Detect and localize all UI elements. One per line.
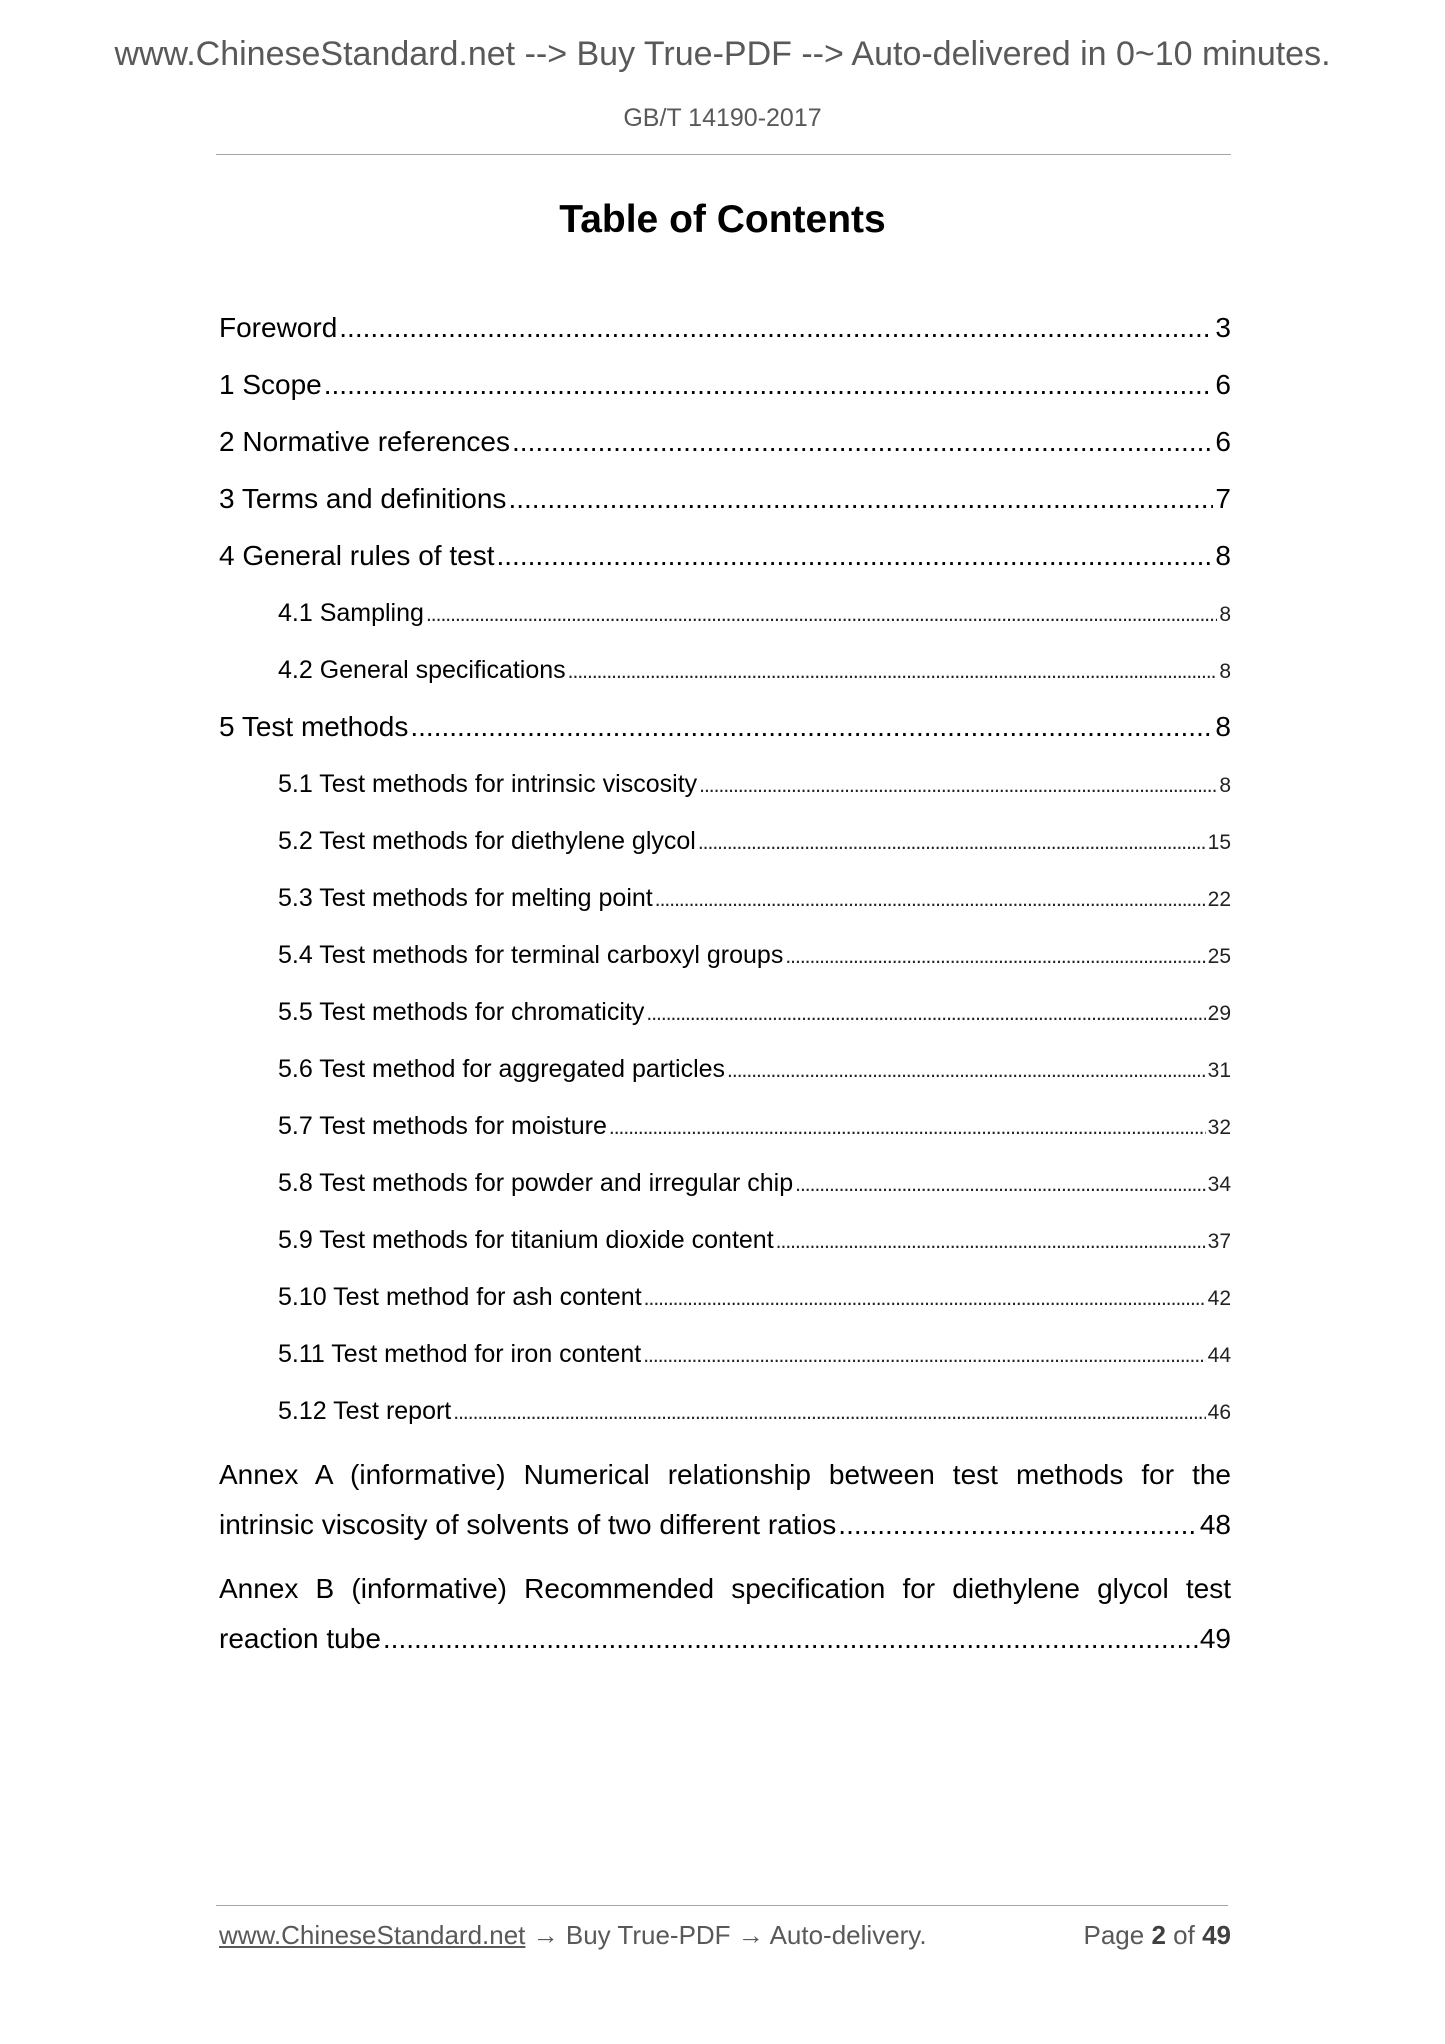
page-footer: [219, 1920, 1231, 1951]
toc-label: reaction tube: [219, 1623, 381, 1654]
toc-entry-4-1[interactable]: [219, 591, 1231, 648]
toc-label: 1 Scope: [219, 369, 322, 400]
table-of-contents: [219, 306, 1231, 1674]
toc-page-number: 32: [1207, 1116, 1231, 1139]
toc-page-number: 34: [1207, 1173, 1231, 1196]
toc-page-number: 46: [1207, 1401, 1231, 1424]
toc-label: Foreword: [219, 312, 338, 343]
footer-page-current: 2: [1151, 1920, 1166, 1950]
toc-page-number: 48: [1199, 1509, 1231, 1540]
toc-label: 5.6 Test method for aggregated particles: [278, 1055, 726, 1083]
toc-label: 5 Test methods: [219, 711, 409, 742]
toc-entry-annex-a[interactable]: [219, 1446, 1231, 1560]
toc-label: 4.1 Sampling: [278, 599, 424, 627]
footer-page-total: 49: [1202, 1920, 1231, 1950]
toc-annex-line: Annex B (informative) Recommended specification for diethylene glycol test: [219, 1573, 1231, 1604]
toc-page-number: 44: [1207, 1344, 1231, 1367]
toc-entry-5-2[interactable]: [219, 819, 1231, 876]
footer-left: [219, 1920, 927, 1951]
toc-page-number: 8: [1219, 774, 1231, 797]
document-code: GB/T 14190-2017: [623, 104, 822, 132]
toc-entry-5-7[interactable]: [219, 1104, 1231, 1161]
toc-entry-5-3[interactable]: [219, 876, 1231, 933]
toc-label: 4.2 General specifications: [278, 656, 566, 684]
toc-leader: [643, 1334, 1205, 1378]
page-title: Table of Contents: [559, 198, 886, 241]
toc-leader: [776, 1220, 1206, 1264]
toc-leader: [383, 1617, 1198, 1661]
toc-entry-5-12[interactable]: [219, 1389, 1231, 1446]
toc-page-number: 6: [1215, 426, 1231, 457]
toc-leader: [410, 705, 1213, 749]
toc-entry-scope[interactable]: [219, 363, 1231, 420]
toc-leader: [496, 534, 1213, 578]
toc-leader: [426, 593, 1217, 637]
toc-leader: [785, 935, 1205, 979]
toc-label: 5.3 Test methods for melting point: [278, 884, 653, 912]
footer-tagline: → Buy True-PDF → Auto-delivery.: [525, 1920, 927, 1950]
toc-page-number: 8: [1215, 540, 1231, 571]
toc-label: 4 General rules of test: [219, 540, 495, 571]
toc-leader: [699, 764, 1217, 808]
toc-entry-5-5[interactable]: [219, 990, 1231, 1047]
toc-entry-5-11[interactable]: [219, 1332, 1231, 1389]
toc-entry-foreword[interactable]: [219, 306, 1231, 363]
toc-page-number: 8: [1219, 603, 1231, 626]
toc-entry-5-1[interactable]: [219, 762, 1231, 819]
toc-leader: [453, 1391, 1205, 1435]
toc-entry-general-rules[interactable]: [219, 534, 1231, 591]
toc-page-number: 15: [1207, 831, 1231, 854]
toc-leader: [339, 306, 1213, 350]
toc-entry-5-8[interactable]: [219, 1161, 1231, 1218]
toc-label: 5.4 Test methods for terminal carboxyl groups: [278, 941, 784, 969]
toc-leader: [838, 1503, 1198, 1547]
toc-label: 5.2 Test methods for diethylene glycol: [278, 827, 696, 855]
toc-label: 5.10 Test method for ash content: [278, 1283, 642, 1311]
toc-entry-5-9[interactable]: [219, 1218, 1231, 1275]
toc-entry-5-4[interactable]: [219, 933, 1231, 990]
toc-annex-continuation: [219, 1617, 1231, 1674]
toc-label: 5.11 Test method for iron content: [278, 1340, 642, 1368]
toc-page-number: 49: [1199, 1623, 1231, 1654]
toc-leader: [568, 650, 1218, 694]
toc-leader: [655, 878, 1206, 922]
toc-leader: [727, 1049, 1206, 1093]
toc-page-number: 29: [1207, 1002, 1231, 1025]
toc-label: 5.7 Test methods for moisture: [278, 1112, 607, 1140]
toc-entry-test-methods[interactable]: [219, 705, 1231, 762]
toc-leader: [795, 1163, 1206, 1207]
toc-entry-terms-definitions[interactable]: [219, 477, 1231, 534]
footer-site-link[interactable]: www.ChineseStandard.net: [219, 1920, 526, 1950]
toc-label: intrinsic viscosity of solvents of two different ratios: [219, 1509, 837, 1540]
toc-page-number: 25: [1207, 945, 1231, 968]
toc-label: 2 Normative references: [219, 426, 511, 457]
header-divider: [216, 154, 1231, 155]
footer-divider: [216, 1905, 1228, 1906]
toc-page-number: 31: [1207, 1059, 1231, 1082]
footer-page-info: [1083, 1920, 1231, 1951]
toc-page-number: 8: [1219, 660, 1231, 683]
toc-entry-4-2[interactable]: [219, 648, 1231, 705]
toc-label: 5.1 Test methods for intrinsic viscosity: [278, 770, 698, 798]
toc-page-number: 7: [1215, 483, 1231, 514]
toc-page-number: 6: [1215, 369, 1231, 400]
toc-entry-5-6[interactable]: [219, 1047, 1231, 1104]
toc-leader: [644, 1277, 1206, 1321]
toc-page-number: 22: [1207, 888, 1231, 911]
toc-annex-line: Annex A (informative) Numerical relationship between test methods for the: [219, 1459, 1231, 1490]
toc-label: 5.8 Test methods for powder and irregular chip: [278, 1169, 794, 1197]
toc-label: 5.5 Test methods for chromaticity: [278, 998, 645, 1026]
toc-entry-5-10[interactable]: [219, 1275, 1231, 1332]
toc-page-number: 3: [1215, 312, 1231, 343]
toc-entry-normative-references[interactable]: [219, 420, 1231, 477]
footer-page-prefix: Page: [1083, 1920, 1145, 1950]
toc-leader: [512, 420, 1213, 464]
toc-leader: [508, 477, 1213, 521]
toc-leader: [609, 1106, 1206, 1150]
toc-annex-continuation: [219, 1503, 1231, 1560]
toc-label: 5.12 Test report: [278, 1397, 452, 1425]
header-banner: www.ChineseStandard.net --> Buy True-PDF --> Auto-delivered in 0~10 minutes.: [114, 35, 1331, 73]
toc-leader: [324, 363, 1214, 407]
toc-page-number: 8: [1215, 711, 1231, 742]
footer-page-of: of: [1173, 1920, 1195, 1950]
toc-leader: [698, 821, 1206, 865]
toc-label: 3 Terms and definitions: [219, 483, 507, 514]
toc-entry-annex-b[interactable]: [219, 1560, 1231, 1674]
toc-leader: [646, 992, 1205, 1036]
toc-label: 5.9 Test methods for titanium dioxide content: [278, 1226, 774, 1254]
toc-page-number: 42: [1207, 1287, 1231, 1310]
toc-page-number: 37: [1207, 1230, 1231, 1253]
